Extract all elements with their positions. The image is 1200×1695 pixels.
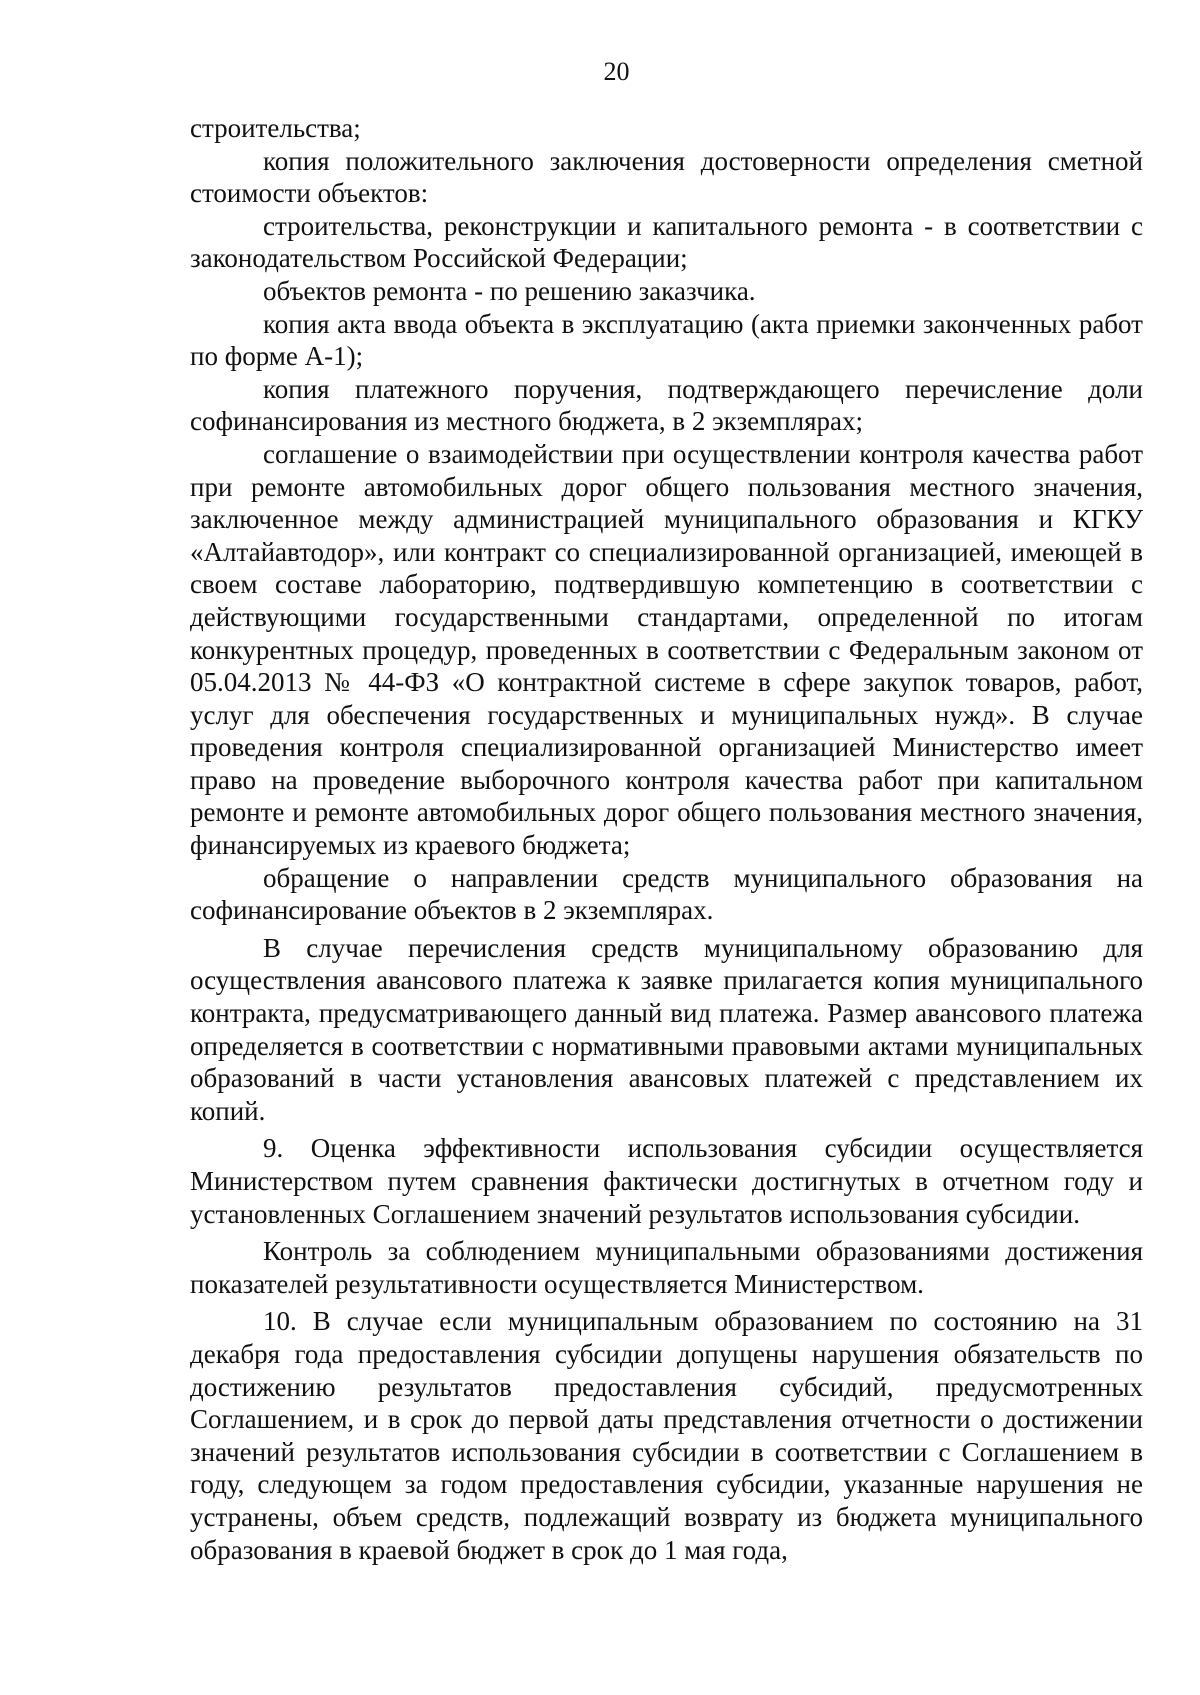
- paragraph-repair-objects: объектов ремонта - по решению заказчика.: [263, 275, 756, 306]
- paragraph-section-10: 10. В случае если муниципальным образованием по состоянию на 31 декабря года предоставления субсидии допущены нарушения обязательств по достижению результатов предоставления субсидий, предусмотренных Соглашением, и в срок до первой даты представления отчетности о достижении значений результатов использования субсидии в соответствии с Соглашением в году, следующем за годом предоставления субсидии, указанные нарушения не устранены, объем средств, подлежащий возврату из бюджета муниципального образования в краевой бюджет в срок до 1 мая года,: [190, 1306, 1143, 1565]
- paragraph-commissioning-act: копия акта ввода объекта в эксплуатацию (акта приемки законченных работ по форме А-1);: [190, 308, 1143, 372]
- paragraph-estimate-conclusion: копия положительного заключения достоверности определения сметной стоимости объектов:: [190, 145, 1143, 209]
- document-body: [190, 112, 1143, 1566]
- paragraph-construction-reconstruction: строительства, реконструкции и капитального ремонта - в соответствии с законодательством Российской Федерации;: [190, 210, 1143, 274]
- paragraph-construction: строительства;: [190, 113, 361, 143]
- page-number: 20: [603, 57, 630, 86]
- paragraph-advance-payment: В случае перечисления средств муниципальному образованию для осуществления авансового платежа к заявке прилагается копия муниципального контракта, предусматривающего данный вид платежа. Размер авансового платежа определяется в соответствии с нормативными правовыми актами муниципальных образований в части установления авансовых платежей с представлением их копий.: [190, 932, 1143, 1126]
- paragraph-section-9: 9. Оценка эффективности использования субсидии осуществляется Министерством путем сравнения фактически достигнутых в отчетном году и установленных Соглашением значений результатов использования субсидии.: [190, 1133, 1143, 1229]
- paragraph-quality-control-agreement: соглашение о взаимодействии при осуществлении контроля качества работ при ремонте автомобильных дорог общего пользования местного значения, заключенное между администрацией муниципального образования и КГКУ «Алтайавтодор», или контракт со специализированной организацией, имеющей в своем составе лабораторию, подтвердившую компетенцию в соответствии с действующими государственными стандартами, определенной по итогам конкурентных процедур, проведенных в соответствии с Федеральным законом от 05.04.2013 № 44-ФЗ «О контрактной системе в сфере закупок товаров, работ, услуг для обеспечения государственных и муниципальных нужд». В случае проведения контроля специализированной организацией Министерство имеет право на проведение выборочного контроля качества работ при капитальном ремонте и ремонте автомобильных дорог общего пользования местного значения, финансируемых из краевого бюджета;: [190, 438, 1143, 861]
- paragraph-payment-order: копия платежного поручения, подтверждающего перечисление доли софинансирования из местного бюджета, в 2 экземплярах;: [190, 373, 1143, 437]
- paragraph-funds-request: обращение о направлении средств муниципального образования на софинансирование объектов в 2 экземплярах.: [190, 862, 1143, 926]
- paragraph-control: Контроль за соблюдением муниципальными образованиями достижения показателей результативности осуществляется Министерством.: [190, 1236, 1143, 1299]
